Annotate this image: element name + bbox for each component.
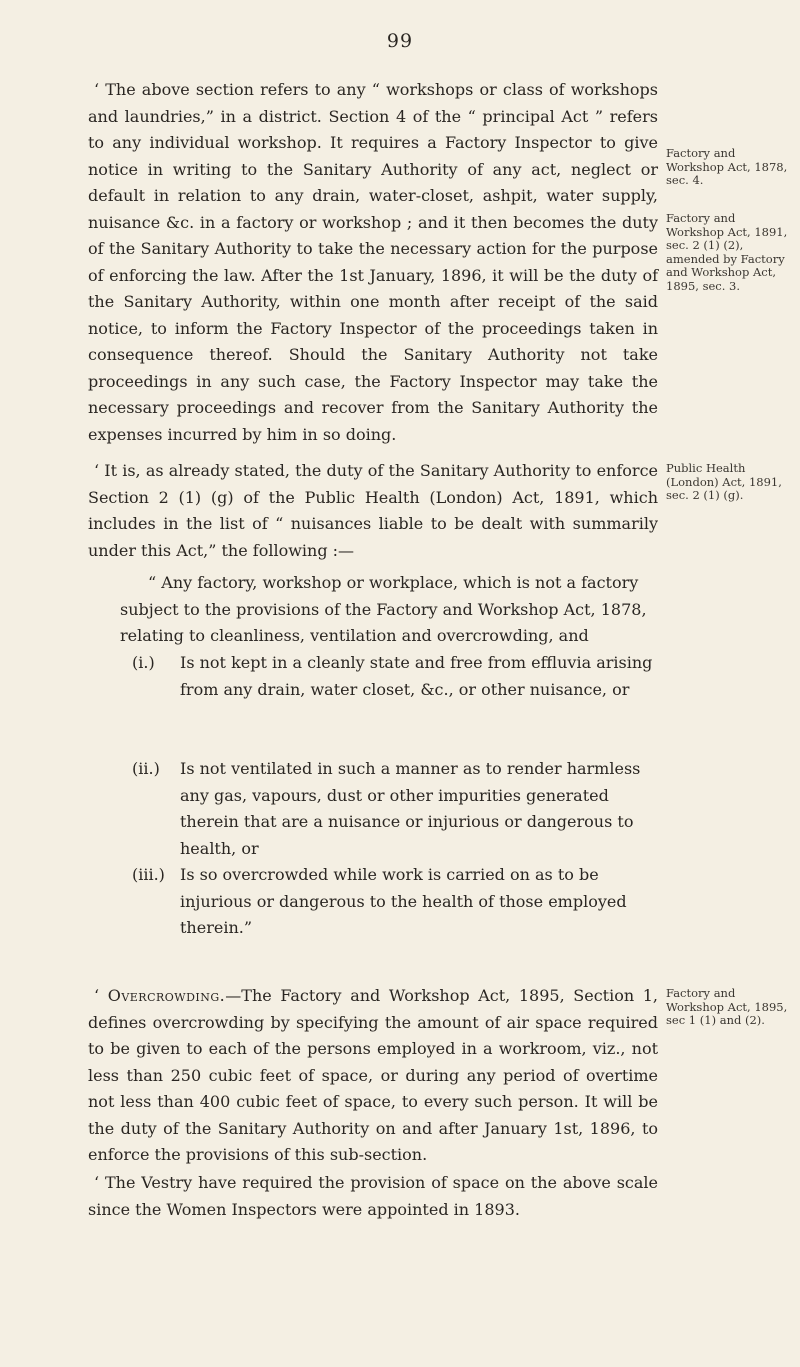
list-number: (ii.)	[132, 759, 160, 778]
section-heading-overcrowding: Overcrowding.	[107, 986, 226, 1005]
paragraph-text: —The Factory and Workshop Act, 1895, Section 1, defines overcrowding by specifying the amount of air space required to be given to each of the persons employed in a workroom, viz., not less than 250 cubic feet of space, or during any period of overtime not less than 400 cubic feet of space, to every such person. It will be the duty of the Sanitary Authority on and after January 1st, 1896, to enforce the provisions of this sub-section.	[88, 986, 659, 1164]
margin-note-factory-act-1878: Factory and Workshop Act, 1878, sec. 4.	[666, 146, 788, 187]
list-text: Is not ventilated in such a manner as to render harmless any gas, vapours, dust or other impurities generated therein that are a nuisance or injurious or dangerous to health, or	[180, 759, 641, 858]
list-number: (i.)	[132, 653, 155, 672]
list-item	[132, 862, 657, 942]
list-text: Is so overcrowded while work is carried on as to be injurious or dangerous to the health of those employed therein.”	[180, 865, 627, 937]
paragraph-public-health	[88, 458, 658, 564]
list-item	[132, 756, 657, 862]
paragraph-text: ‘ The Vestry have required the provision of space on the above scale since the Women Inspectors were appointed in 1893.	[88, 1173, 658, 1219]
paragraph-vestry	[88, 1170, 658, 1223]
margin-note-public-health-act: Public Health (London) Act, 1891, sec. 2 (1) (g).	[666, 461, 782, 502]
list-text: Is not kept in a cleanly state and free from effluvia arising from any drain, water closet, &c., or other nuisance, or	[180, 653, 653, 699]
paragraph-overcrowding	[88, 983, 658, 1169]
quote-lead-text: “ Any factory, workshop or workplace, which is not a factory subject to the provisions of the Factory and Workshop Act, 1878, relating to cleanliness, ventilation and overcrowding, and	[120, 573, 647, 645]
list-number: (iii.)	[132, 865, 165, 884]
list-item	[132, 650, 657, 703]
margin-note-factory-act-1891: Factory and Workshop Act, 1891, sec. 2 (1) (2), amended by Factory and Workshop Act, 1895, sec. 3.	[666, 211, 788, 293]
margin-note-factory-act-1895: Factory and Workshop Act, 1895, sec 1 (1) and (2).	[666, 986, 788, 1027]
paragraph-text: ‘ It is, as already stated, the duty of the Sanitary Authority to enforce Section 2 (1) (g) of the Public Health (London) Act, 1891, which includes in the list of “ nuisances liable to be dealt with summarily under this Act,” the following :—	[88, 461, 658, 560]
paragraph-section-4	[88, 77, 658, 448]
page-number: 99	[386, 30, 414, 52]
quoted-clause	[120, 570, 657, 650]
paragraph-text: ‘ The above section refers to any “ workshops or class of workshops and laundries,” in a district. Section 4 of the “ principal Act ” refers to any individual workshop. It requires a Factory Inspector to give notice in writing to the Sanitary Authority of any act, neglect or default in relation to any drain, water-closet, ashpit, water supply, nuisance &c. in a factory or workshop ; and it then becomes the duty of the Sanitary Authority to take the necessary action for the purpose of enforcing the law. After the 1st January, 1896, it will be the duty of the Sanitary Authority, within one month after receipt of the said notice, to inform the Factory Inspector of the proceedings taken in consequence thereof. Should the Sanitary Authority not take proceedings in any such case, the Factory Inspector may take the necessary proceedings and recover from the Sanitary Authority the expenses incurred by him in so doing.	[88, 80, 658, 444]
quote-mark: ‘	[94, 986, 108, 1005]
